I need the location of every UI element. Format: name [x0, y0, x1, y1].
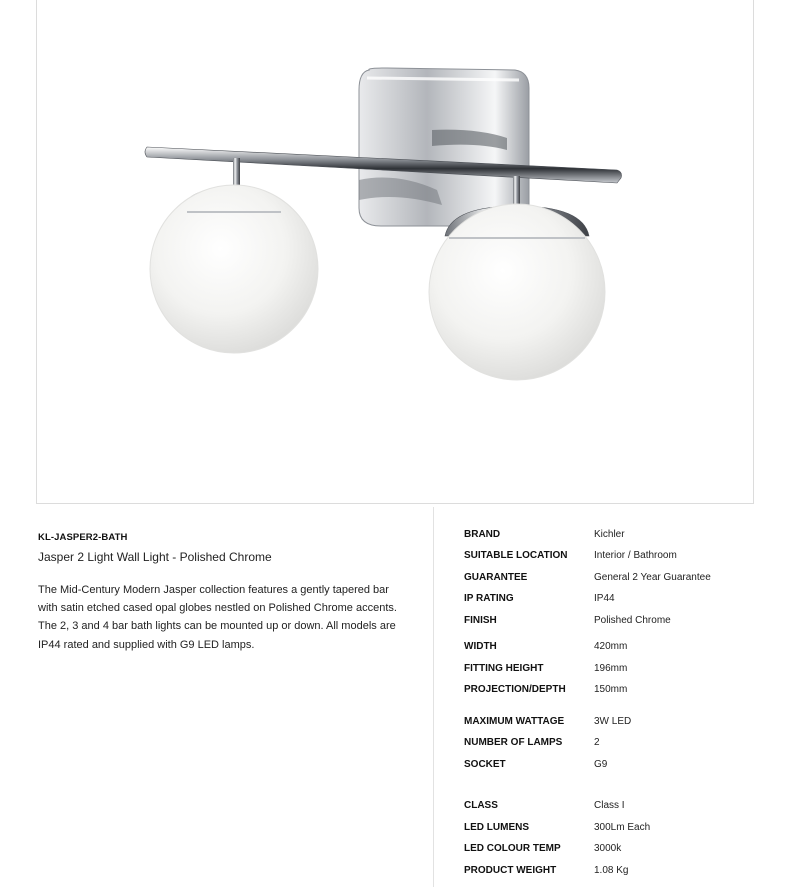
spec-value: 2	[594, 737, 600, 748]
spec-label: IP RATING	[464, 593, 514, 604]
spec-value: 3W LED	[594, 716, 632, 727]
spec-value: Interior / Bathroom	[594, 550, 677, 561]
left-globe	[150, 185, 318, 353]
spec-value: 3000k	[594, 843, 622, 854]
spec-value: G9	[594, 759, 608, 770]
spec-value: Polished Chrome	[594, 615, 671, 626]
spec-value: 1.08 Kg	[594, 865, 629, 876]
spec-label: SOCKET	[464, 759, 506, 770]
right-globe	[429, 204, 605, 380]
spec-label: GUARANTEE	[464, 572, 528, 583]
spec-label: PRODUCT WEIGHT	[464, 865, 557, 876]
spec-label: SUITABLE LOCATION	[464, 550, 568, 561]
product-sku: KL-JASPER2-BATH	[38, 532, 128, 543]
spec-value: 196mm	[594, 663, 628, 674]
product-title: Jasper 2 Light Wall Light - Polished Chrome	[38, 550, 272, 564]
spec-value: General 2 Year Guarantee	[594, 572, 711, 583]
spec-value: 420mm	[594, 641, 628, 652]
spec-label: PROJECTION/DEPTH	[464, 684, 566, 695]
back-plate	[359, 68, 529, 226]
spec-value: Class I	[594, 800, 625, 811]
spec-label: MAXIMUM WATTAGE	[464, 716, 565, 727]
spec-label: BRAND	[464, 529, 501, 540]
spec-value: 300Lm Each	[594, 822, 651, 833]
spec-label: WIDTH	[464, 641, 497, 652]
spec-value: Kichler	[594, 529, 625, 540]
spec-label: FITTING HEIGHT	[464, 663, 544, 674]
product-info	[38, 532, 408, 654]
column-divider	[433, 507, 434, 887]
spec-value: 150mm	[594, 684, 628, 695]
spec-label: FINISH	[464, 615, 497, 626]
product-image	[36, 0, 754, 504]
spec-value: IP44	[594, 593, 615, 604]
wall-light-illustration	[37, 0, 755, 505]
spec-label: CLASS	[464, 800, 498, 811]
spec-label: LED COLOUR TEMP	[464, 843, 561, 854]
spec-label: NUMBER OF LAMPS	[464, 737, 563, 748]
spec-label: LED LUMENS	[464, 822, 529, 833]
product-description: The Mid-Century Modern Jasper collection features a gently tapered bar with satin etched cased opal globes nestled on Polished Chrome accents. The 2, 3 and 4 bar bath lights can be mounted up or down. All models are IP44 rated and supplied with G9 LED lamps.	[38, 584, 397, 651]
